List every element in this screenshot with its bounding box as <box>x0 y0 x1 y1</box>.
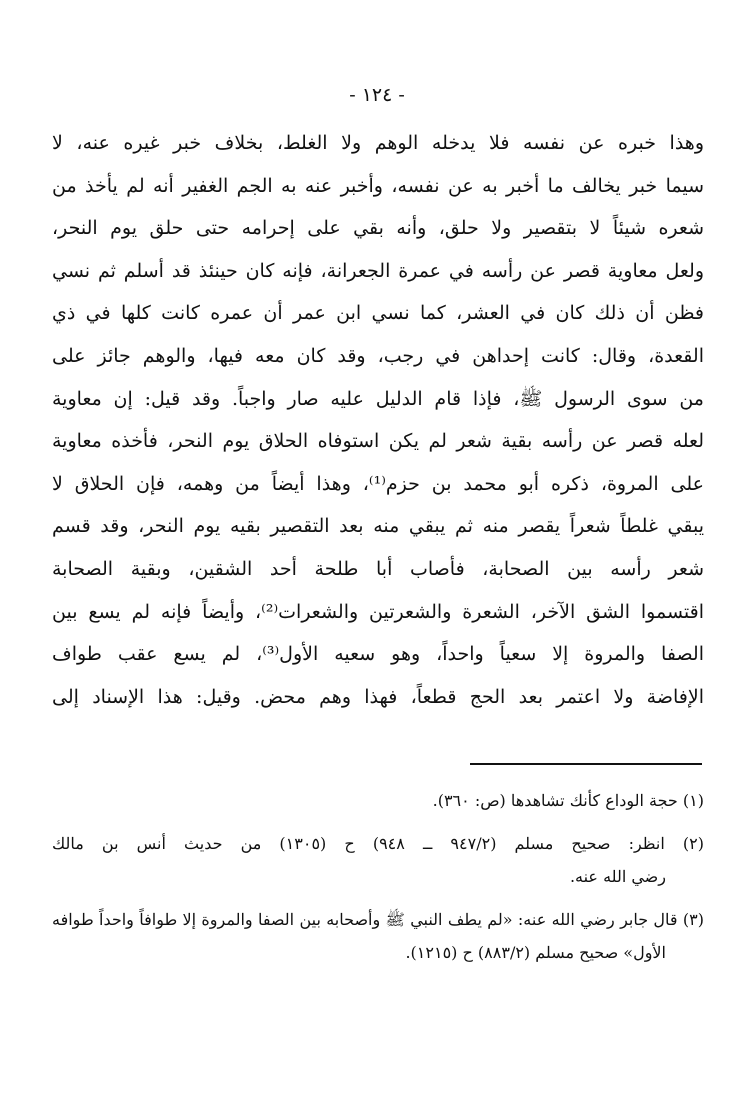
footnote-2-line-1: (٢) انظر: صحيح مسلم (٩٤٧/٢ ــ ٩٤٨) ح (١٣٠٥) من حديث أنس بن مالك <box>52 834 704 853</box>
footnotes <box>52 784 704 969</box>
text-line-14: الإفاضة ولا اعتمر بعد الحج قطعاً، فهذا وهم محض. وقيل: هذا الإسناد إلى <box>52 685 704 708</box>
footnote-separator <box>470 763 702 765</box>
main-text <box>52 122 704 718</box>
text-line-8: لعله قصر عن رأسه بقية شعر لم يكن استوفاه الحلاق يوم النحر، فأخذه معاوية <box>52 430 704 453</box>
text-line-4: ولعل معاوية قصر عن رأسه في عمرة الجعرانة، فإنه كان حينئذ قد أسلم ثم نسي <box>52 259 704 282</box>
text-line-6: القعدة، وقال: كانت إحداهن في رجب، وقد كان معه فيها، والوهم جائز على <box>52 344 704 367</box>
footnote-2-line-2: رضي الله عنه. <box>569 867 666 886</box>
text-line-11: شعر رأسه بين الصحابة، فأصاب أبا طلحة أحد الشقين، وبقية الصحابة <box>52 557 704 580</box>
text-line-13: الصفا والمروة إلا سعياً واحداً، وهو سعيه الأول⁽³⁾، لم يسع عقب طواف <box>52 643 704 666</box>
text-line-7: من سوى الرسول ﷺ، فإذا قام الدليل عليه صار واجباً. وقد قيل: إن معاوية <box>52 387 704 410</box>
text-line-2: سيما خبر يخالف ما أخبر به عن نفسه، وأخبر عنه به الجم الغفير أنه لم يأخذ من <box>52 174 704 197</box>
text-line-9: على المروة، ذكره أبو محمد بن حزم⁽¹⁾، وهذا أيضاً من وهمه، فإن الحلاق لا <box>52 472 704 495</box>
text-line-3: شعره شيئاً لا بتقصير ولا حلق، وأنه بقي على إحرامه حتى حلق يوم النحر، <box>52 217 704 240</box>
text-line-10: يبقي غلطاً شعراً يقصر منه ثم يبقي منه بعد التقصير بقيه يوم النحر، وقد قسم <box>52 515 704 538</box>
footnote-1: (١) حجة الوداع كأنك تشاهدها (ص: ٣٦٠). <box>432 791 704 810</box>
page-number: - ١٢٤ - <box>349 84 405 106</box>
text-line-12: اقتسموا الشق الآخر، الشعرة والشعرتين والشعرات⁽²⁾، وأيضاً فإنه لم يسع بين <box>52 600 704 623</box>
text-line-1: وهذا خبره عن نفسه فلا يدخله الوهم ولا الغلط، بخلاف خبر غيره عنه، لا <box>52 132 704 154</box>
text-line-5: فظن أن ذلك كان في العشر، كما نسي ابن عمر أن عمره كانت كلها في ذي <box>52 302 704 325</box>
footnote-3-line-1: (٣) قال جابر رضي الله عنه: «لم يطف النبي ﷺ وأصحابه بين الصفا والمروة إلا طوافاً واحداً طوافه <box>52 910 704 929</box>
footnote-3-line-2: الأول» صحيح مسلم (٨٨٣/٢) ح (١٢١٥). <box>405 943 666 962</box>
